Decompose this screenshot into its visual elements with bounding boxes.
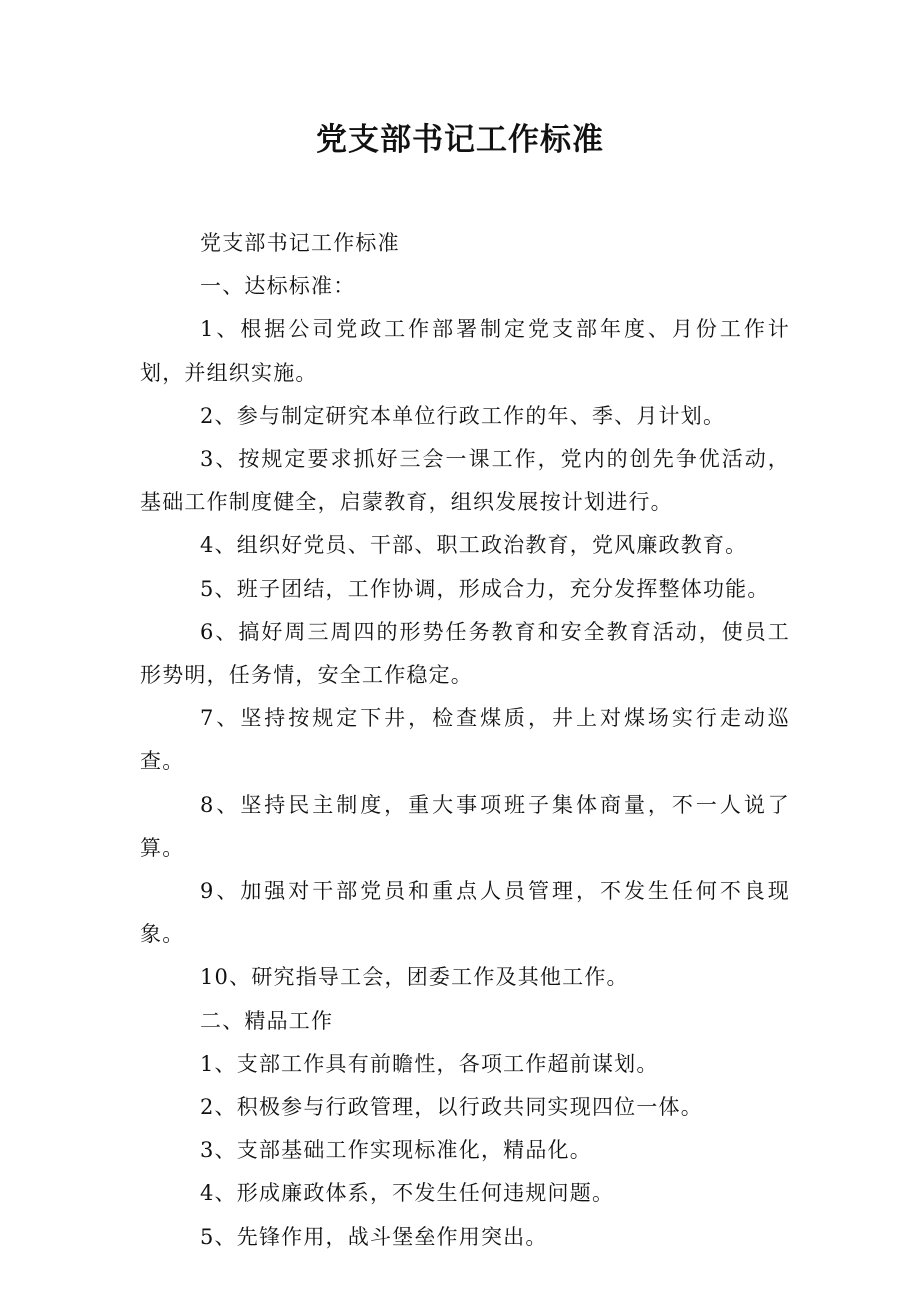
paragraph: 6、搞好周三周四的形势任务教育和安全教育活动，使员工形势明，任务情，安全工作稳定。 xyxy=(140,619,790,688)
paragraph-subtitle: 党支部书记工作标准 xyxy=(200,231,400,255)
paragraph: 4、组织好党员、干部、职工政治教育，党风廉政教育。 xyxy=(200,533,748,558)
paragraph: 3、支部基础工作实现标准化，精品化。 xyxy=(200,1138,592,1163)
paragraph: 5、班子团结，工作协调，形成合力，充分发挥整体功能。 xyxy=(200,576,770,601)
paragraph: 7、坚持按规定下井，检查煤质，井上对煤场实行走动巡查。 xyxy=(140,706,790,774)
paragraph: 9、加强对干部党员和重点人员管理，不发生任何不良现象。 xyxy=(140,879,790,947)
paragraph: 2、参与制定研究本单位行政工作的年、季、月计划。 xyxy=(200,403,726,428)
paragraph: 1、支部工作具有前瞻性，各项工作超前谋划。 xyxy=(200,1051,659,1076)
paragraph: 5、先锋作用，战斗堡垒作用突出。 xyxy=(200,1224,548,1249)
document-title: 党支部书记工作标准 xyxy=(316,122,604,158)
document-body xyxy=(140,222,790,1259)
section-heading-quality-work: 二、精品工作 xyxy=(200,1008,334,1033)
paragraph: 10、研究指导工会，团委工作及其他工作。 xyxy=(200,965,629,990)
paragraph: 4、形成廉政体系，不发生任何违规问题。 xyxy=(200,1181,615,1206)
paragraph: 3、按规定要求抓好三会一课工作，党内的创先争优活动，基础工作制度健全，启蒙教育，组织发展按计划进行。 xyxy=(140,447,790,515)
paragraph: 2、积极参与行政管理，以行政共同实现四位一体。 xyxy=(200,1095,703,1120)
paragraph: 8、坚持民主制度，重大事项班子集体商量，不一人说了算。 xyxy=(140,792,790,860)
section-heading-standards: 一、达标标准： xyxy=(200,274,356,299)
paragraph: 1、根据公司党政工作部署制定党支部年度、月份工作计划，并组织实施。 xyxy=(140,317,790,385)
